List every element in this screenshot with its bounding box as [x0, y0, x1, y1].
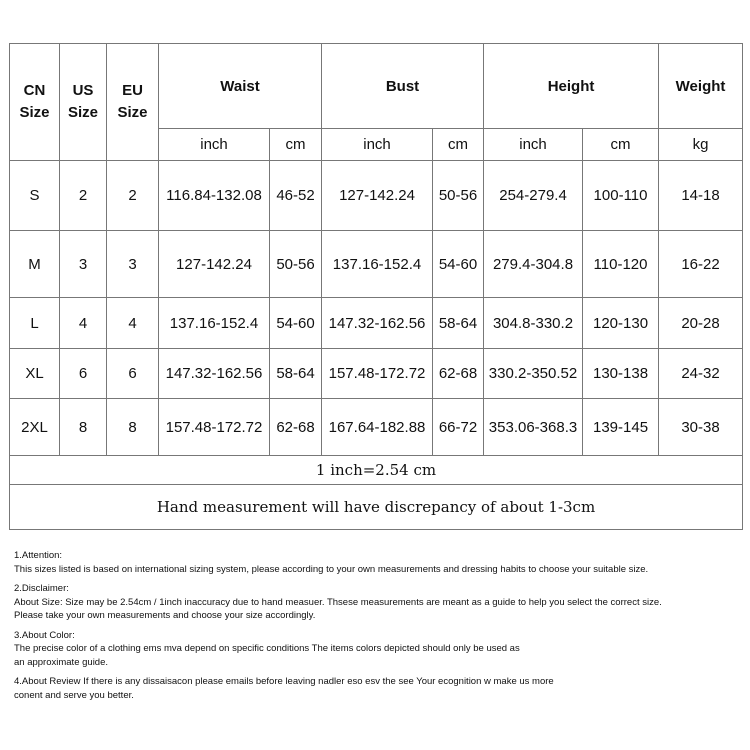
- size-chart-table: [9, 43, 743, 530]
- note-line: This sizes listed is based on international sizing system, please according to your own measurements and dressing habits to choose your suitable size.: [14, 563, 649, 575]
- table-cell: 16-22: [659, 231, 743, 298]
- table-row: [10, 349, 743, 399]
- table-row: [10, 161, 743, 231]
- table-cell: 6: [60, 349, 107, 399]
- note-line: About Size: Size may be 2.54cm / 1inch inaccuracy due to hand measuer. Thsese measurements are meant as a guide to help you select the correct size.: [14, 596, 662, 608]
- table-cell: 147.32-162.56: [322, 298, 433, 349]
- table-cell: 3: [107, 231, 159, 298]
- table-cell: 120-130: [583, 298, 659, 349]
- table-cell: M: [10, 231, 60, 298]
- table-cell: 54-60: [433, 231, 484, 298]
- table-cell: 279.4-304.8: [484, 231, 583, 298]
- notes-section: [14, 549, 739, 708]
- header-row: [10, 44, 743, 129]
- table-row: [10, 231, 743, 298]
- discrepancy-note: Hand measurement will have discrepancy of about 1-3cm: [10, 485, 743, 530]
- table-cell: S: [10, 161, 60, 231]
- weight-kg-unit: kg: [659, 129, 743, 161]
- note-line: Please take your own measurements and choose your size accordingly.: [14, 610, 316, 621]
- color-note: [14, 629, 739, 670]
- table-cell: 157.48-172.72: [322, 349, 433, 399]
- height-header: Height: [484, 44, 659, 129]
- table-cell: 4: [107, 298, 159, 349]
- table-cell: 130-138: [583, 349, 659, 399]
- bust-cm-unit: cm: [433, 129, 484, 161]
- table-cell: 110-120: [583, 231, 659, 298]
- conversion-note: 1 inch=2.54 cm: [10, 456, 743, 485]
- note-line: an approximate guide.: [14, 656, 109, 668]
- table-cell: 50-56: [270, 231, 322, 298]
- table-cell: 127-142.24: [322, 161, 433, 231]
- table-cell: 58-64: [433, 298, 484, 349]
- table-cell: 66-72: [433, 399, 484, 456]
- table-cell: 30-38: [659, 399, 743, 456]
- table-cell: 116.84-132.08: [159, 161, 270, 231]
- waist-header: Waist: [159, 44, 322, 129]
- us-size-header: US Size: [60, 44, 107, 161]
- table-cell: 167.64-182.88: [322, 399, 433, 456]
- table-cell: L: [10, 298, 60, 349]
- table-cell: 54-60: [270, 298, 322, 349]
- attention-note: [14, 549, 739, 576]
- note-title: 4.About Review If there is any dissaisacon please emails before leaving nadler eso esv the see Your ecognition w make us more: [14, 676, 554, 687]
- note-line: conent and serve you better.: [14, 689, 134, 701]
- waist-inch-unit: inch: [159, 129, 270, 161]
- height-cm-unit: cm: [583, 129, 659, 161]
- note-title: 1.Attention:: [14, 550, 63, 561]
- table-cell: 100-110: [583, 161, 659, 231]
- table-cell: 50-56: [433, 161, 484, 231]
- disclaimer-note: [14, 582, 739, 623]
- table-cell: 8: [60, 399, 107, 456]
- table-cell: 2: [60, 161, 107, 231]
- weight-header: Weight: [659, 44, 743, 129]
- note-title: 2.Disclaimer:: [14, 583, 69, 594]
- table-cell: 2: [107, 161, 159, 231]
- discrepancy-row: [10, 485, 743, 530]
- height-inch-unit: inch: [484, 129, 583, 161]
- table-cell: 14-18: [659, 161, 743, 231]
- table-cell: 147.32-162.56: [159, 349, 270, 399]
- note-line: The precise color of a clothing ems mva depend on specific conditions The items colors depicted should only be used as: [14, 643, 520, 654]
- cn-size-header: CN Size: [10, 44, 60, 161]
- table-cell: 330.2-350.52: [484, 349, 583, 399]
- table-cell: 254-279.4: [484, 161, 583, 231]
- table-cell: 137.16-152.4: [159, 298, 270, 349]
- table-cell: 2XL: [10, 399, 60, 456]
- table-cell: 20-28: [659, 298, 743, 349]
- table-cell: 46-52: [270, 161, 322, 231]
- bust-header: Bust: [322, 44, 484, 129]
- table-cell: 24-32: [659, 349, 743, 399]
- review-note: [14, 675, 739, 702]
- eu-size-header: EU Size: [107, 44, 159, 161]
- note-title: 3.About Color:: [14, 629, 75, 641]
- table-cell: 353.06-368.3: [484, 399, 583, 456]
- table-cell: 304.8-330.2: [484, 298, 583, 349]
- table-cell: 8: [107, 399, 159, 456]
- table-cell: 127-142.24: [159, 231, 270, 298]
- table-row: [10, 399, 743, 456]
- table-cell: 58-64: [270, 349, 322, 399]
- bust-inch-unit: inch: [322, 129, 433, 161]
- table-cell: 3: [60, 231, 107, 298]
- table-cell: 62-68: [270, 399, 322, 456]
- waist-cm-unit: cm: [270, 129, 322, 161]
- table-cell: 137.16-152.4: [322, 231, 433, 298]
- table-cell: 4: [60, 298, 107, 349]
- table-cell: 62-68: [433, 349, 484, 399]
- conversion-row: [10, 456, 743, 485]
- table-cell: XL: [10, 349, 60, 399]
- table-row: [10, 298, 743, 349]
- table-cell: 6: [107, 349, 159, 399]
- table-cell: 139-145: [583, 399, 659, 456]
- table-cell: 157.48-172.72: [159, 399, 270, 456]
